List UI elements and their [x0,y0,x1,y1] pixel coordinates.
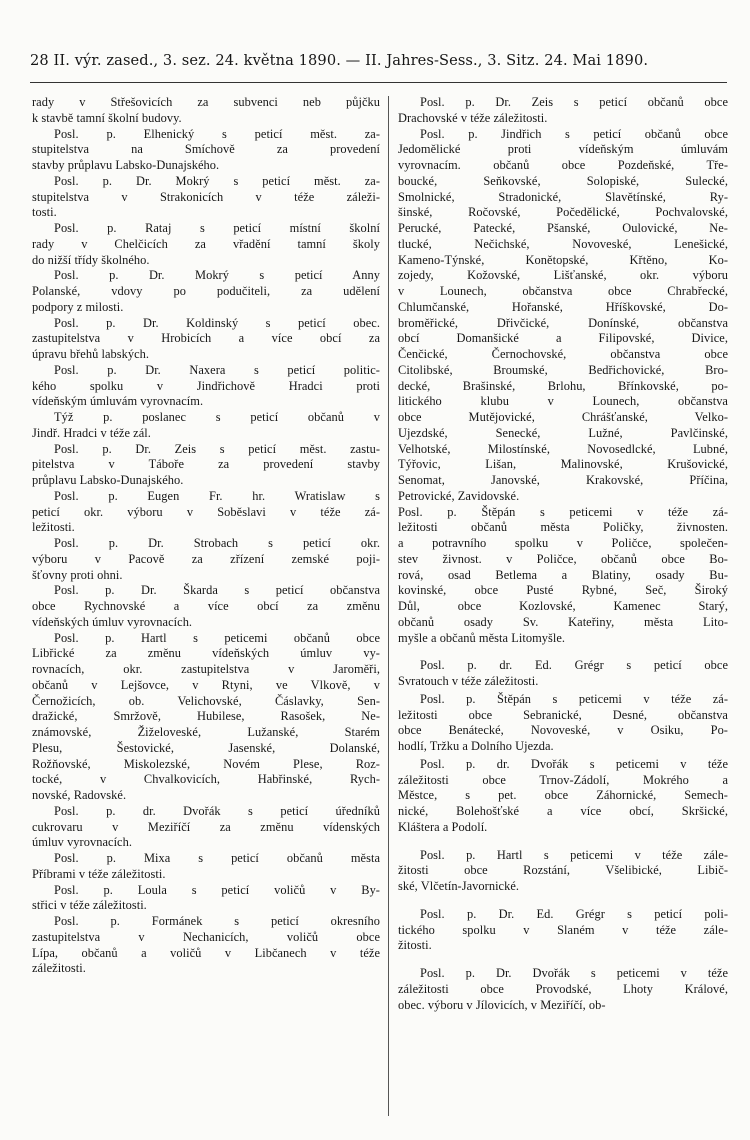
text-line: výboru v Pacově za zřízení zemské poji- [32,551,380,566]
text-line: boucké, Seňkovské, Solopiské, Sulecké, [398,173,728,188]
text-line: úmluv vyrovnacích. [32,835,133,850]
text-line: záležitosti. [32,961,86,976]
spacer [398,895,728,907]
text-line: obec. výboru v Jílovicích, v Meziříčí, ob- [398,997,606,1012]
petition-entry [32,316,380,363]
text-line: Posl. p. Štěpán s peticemi v téže zá- [398,504,728,519]
text-line: Svratouch v téže záležitosti. [398,674,539,688]
text-line: obce Benátecké, Novoveské, v Osiku, Po- [398,723,728,738]
text-line: Velhotské, Milostínské, Novosedlcké, Lubné, [398,441,728,456]
text-line: broměřické, Dřivčické, Donínské, občanstva [398,315,728,330]
text-line: Posl. p. dr. Ed. Grégr s peticí obce [420,658,728,673]
text-line: Příbrami v téže záležitosti. [32,866,166,881]
text-line: žitosti. [398,938,432,953]
right-column [398,95,728,1013]
text-line: Senomat, Janovské, Krakovské, Příčina, [398,473,728,487]
text-line: vídeňských úmluv vyrovnacích. [32,614,193,629]
text-line: cukrovaru v Meziříčí za změnu vídenských [32,819,380,834]
text-line: úpravu břehů labských. [32,347,150,361]
text-line: Posl. p. Dr. Mokrý s peticí Anny [54,268,380,283]
text-line: Posl. p. Loula s peticí voličů v By- [54,882,380,897]
text-line: ležitosti obce Sebranické, Desné, občanstva [398,707,728,722]
text-line: šinské, Ročovské, Počedělické, Pochvalovské, [398,205,728,220]
text-line: rová, osad Betlema a Blatiny, osady Bu- [398,567,728,582]
text-line: obce Rychnovské a více obcí za změnu [32,599,380,613]
text-line: dražické, Smržově, Hubilese, Rasošek, Ne- [32,709,380,724]
text-line: Posl. p. Eugen Fr. hr. Wratislaw s [54,488,380,503]
text-line: Posl. p. dr. Dvořák s peticí úředníků [54,803,380,818]
text-line: novské, Radovské. [32,788,127,802]
text-line: Posl. p. Dr. Koldinský s peticí obec. [54,315,380,330]
spacer [398,836,728,848]
petition-entry [32,851,380,883]
petition-entry [32,174,380,221]
text-line: pitelstva v Táboře za provedení stavby [32,457,380,472]
text-line: Posl. p. Dr. Strobach s peticí okr. [54,536,380,550]
text-line: ležitosti občanů města Poličky, živnosten. [398,520,728,535]
text-line: zastupitelstva v Hrobicích a více obcí za [32,331,380,346]
text-line: vídeňským úmluvám vyrovnacím. [32,394,204,409]
text-line: Drachovské v téže záležitosti. [398,110,548,125]
petition-entry [32,914,380,977]
petition-entry [398,127,728,505]
text-line: Posl. p. Rataj s peticí místní školní [54,221,380,235]
text-line: litického klubu v Lounech, občanstva [398,394,728,409]
text-line: Posl. p. Elhenický s peticí měst. za- [54,126,380,141]
text-line: střici v téže záležitosti. [32,898,147,913]
text-line: Posl. p. Dr. Naxera s peticí politic- [54,362,380,377]
petition-entry [398,757,728,836]
page-header: 28 II. výr. zased., 3. sez. 24. května 1890. — II. Jahres-Sess., 3. Sitz. 24. Mai 1890. [30,52,649,69]
petition-entry [398,95,728,127]
text-line: Plesu, Šestovické, Jasenské, Dolanské, [32,740,380,755]
text-line: Posl. p. Hartl s peticemi občanů obce [54,630,380,645]
text-line: v Lounech, občanstva obce Chrabřecké, [398,284,728,298]
petition-entry [32,804,380,851]
text-line: občanů osady Sv. Kateřiny, města Lito- [398,614,728,629]
text-line: tosti. [32,205,57,220]
text-line: Kameno-Týnské, Konětopské, Křtěno, Ko- [398,252,728,267]
text-line: k stavbě tamní školní budovy. [32,110,182,125]
text-line: Jindř. Hradci v téže zál. [32,425,151,440]
text-line: Chlumčanské, Hořanské, Hříškovské, Do- [398,299,728,314]
text-line: ské, Vlčetín-Javornické. [398,879,520,893]
petition-entry [32,536,380,583]
text-line: a potravního spolku v Poličce, společen- [398,536,728,550]
text-line: kého spolku v Jindřichově Hradci proti [32,378,380,393]
petition-entry [398,966,728,1013]
petition-entry [32,127,380,174]
text-line: průplavu Labsko-Dunajského. [32,473,184,487]
text-line: Posl. p. Jindřich s peticí občanů obce [420,126,728,141]
text-line: tocké, v Chvalkovicích, Habřinské, Rych- [32,772,380,787]
text-line: tlucké, Nečichské, Novoveské, Lenešické, [398,236,728,251]
spacer [398,646,728,658]
header-rule [30,82,727,83]
text-line: vyrovnacím. občanů obce Pozdeňské, Tře- [398,158,728,172]
petition-entry [32,442,380,489]
text-line: decké, Brašinské, Brlohu, Břínkovské, po- [398,378,728,393]
text-line: záležitosti obce Trnov-Zádolí, Mokrého a [398,772,728,787]
text-line: Kláštera a Podolí. [398,819,488,834]
column-divider [388,96,389,1116]
petition-entry [398,848,728,895]
text-line: obce Mutějovické, Chrášťanské, Velko- [398,410,728,424]
text-line: žitosti obce Rozstání, Všelibické, Libič- [398,863,728,878]
text-line: Polanské, vdovy po podučiteli, za udělení [32,284,380,298]
text-line: stavby průplavu Labsko-Dunajského. [32,158,220,172]
text-line: Posl. p. Štěpán s peticemi v téže zá- [420,691,728,706]
text-line: nické, Bolehošťské a více obcí, Skršické, [398,804,728,818]
petition-entry [398,505,728,647]
text-line: Důl, obce Kozlovské, Kamenec Starý, [398,599,728,613]
text-line: stev živnost. v Poličce, občanů obce Bo- [398,551,728,566]
petition-entry [32,631,380,804]
text-line: Posl. p. Dr. Škarda s peticí občanstva [54,583,380,598]
text-line: Lípa, občanů a voličů v Libčanech v téže [32,945,380,960]
text-line: Citolibské, Broumské, Bedřichovické, Bro- [398,362,728,377]
text-line: šťovny proti ohni. [32,567,123,582]
text-line: Libřické za změnu vídeňských úmluv vy- [32,646,380,661]
text-line: Posl. p. Dr. Mokrý s peticí měst. za- [54,173,380,188]
text-line: zojedy, Kožovské, Lišťanské, okr. výboru [398,268,728,283]
left-column [32,95,380,977]
text-line: Čenčické, Černochovské, občanstva obce [398,347,728,361]
text-line: tického spolku v Slaném v téže zále- [398,922,728,937]
text-line: Posl. p. Dr. Ed. Grégr s peticí poli- [420,906,728,921]
text-line: Ujezdské, Senecké, Lužné, Pavlčinské, [398,425,728,440]
text-line: stupitelstva v Strakonicích v téže záleži- [32,189,380,204]
text-line: Posl. p. Mixa s peticí občanů města [54,851,380,865]
text-line: Černožicích, ob. Velichovské, Čáslavky, Sen- [32,693,380,708]
text-line: občanů v Lejšovce, v Rtyni, ve Vlkově, v [32,677,380,692]
petition-entry [398,658,728,690]
text-line: ležitosti. [32,520,75,535]
text-line: rady v Střešovicích za subvenci neb půjčku [32,95,380,109]
text-line: Týž p. poslanec s peticí občanů v [54,410,380,424]
text-line: Posl. p. Dr. Dvořák s peticemi v téže [420,966,728,980]
text-line: rady v Chelčicích za vřadění tamní školy [32,236,380,251]
petition-entry [32,363,380,410]
text-line: rovnacích, okr. zastupitelstva v Jaroměři, [32,662,380,676]
text-line: podpory z milosti. [32,299,124,314]
text-line: Posl. p. dr. Dvořák s peticemi v téže [420,756,728,771]
text-line: Posl. p. Hartl s peticemi v téže zále- [420,847,728,862]
text-line: zastupitelstva v Nechanicích, voličů obce [32,929,380,944]
text-line: peticí okr. výboru v Soběslavi v téže zá- [32,504,380,519]
petition-entry [32,583,380,630]
petition-entry [32,883,380,915]
text-line: Petrovické, Zavidovské. [398,488,520,503]
petition-entry [32,268,380,315]
petition-entry [32,489,380,536]
text-line: Jedomělické proti vídeňským úmluvám [398,142,728,157]
text-line: obcí Domanšické a Filipovské, Divice, [398,331,728,346]
text-line: stupitelstva na Smíchově za provedení [32,142,380,157]
text-line: Městce, s pet. obce Záhornické, Semech- [398,788,728,803]
text-line: Smolnické, Stradonické, Slavětínské, Ry- [398,189,728,204]
text-line: myšle a občanů města Litomyšle. [398,630,566,645]
petition-entry [398,907,728,954]
text-line: hodlí, Tržku a Dolního Ujezda. [398,739,554,753]
text-line: Posl. p. Dr. Zeis s peticí občanů obce [420,95,728,109]
petition-entry [398,692,728,755]
text-line: Posl. p. Formánek s peticí okresního [54,914,380,928]
text-line: Posl. p. Dr. Zeis s peticí měst. zastu- [54,441,380,456]
text-line: Perucké, Patecké, Pšanské, Oulovické, Ne- [398,221,728,235]
petition-entry [32,221,380,268]
text-line: známovské, Žiželoveské, Lužanské, Starém [32,725,380,739]
petition-entry [32,410,380,442]
text-line: Týřovic, Lišan, Malinovské, Krušovické, [398,457,728,472]
text-line: Rožňovské, Miskolezské, Novém Plese, Roz- [32,756,380,771]
text-line: záležitosti obce Provodské, Lhoty Králové, [398,981,728,996]
petition-entry [32,95,380,127]
spacer [398,954,728,966]
text-line: kovinské, obce Pusté Rybné, Seč, Široký [398,583,728,598]
text-line: do nižší třídy školného. [32,252,150,267]
